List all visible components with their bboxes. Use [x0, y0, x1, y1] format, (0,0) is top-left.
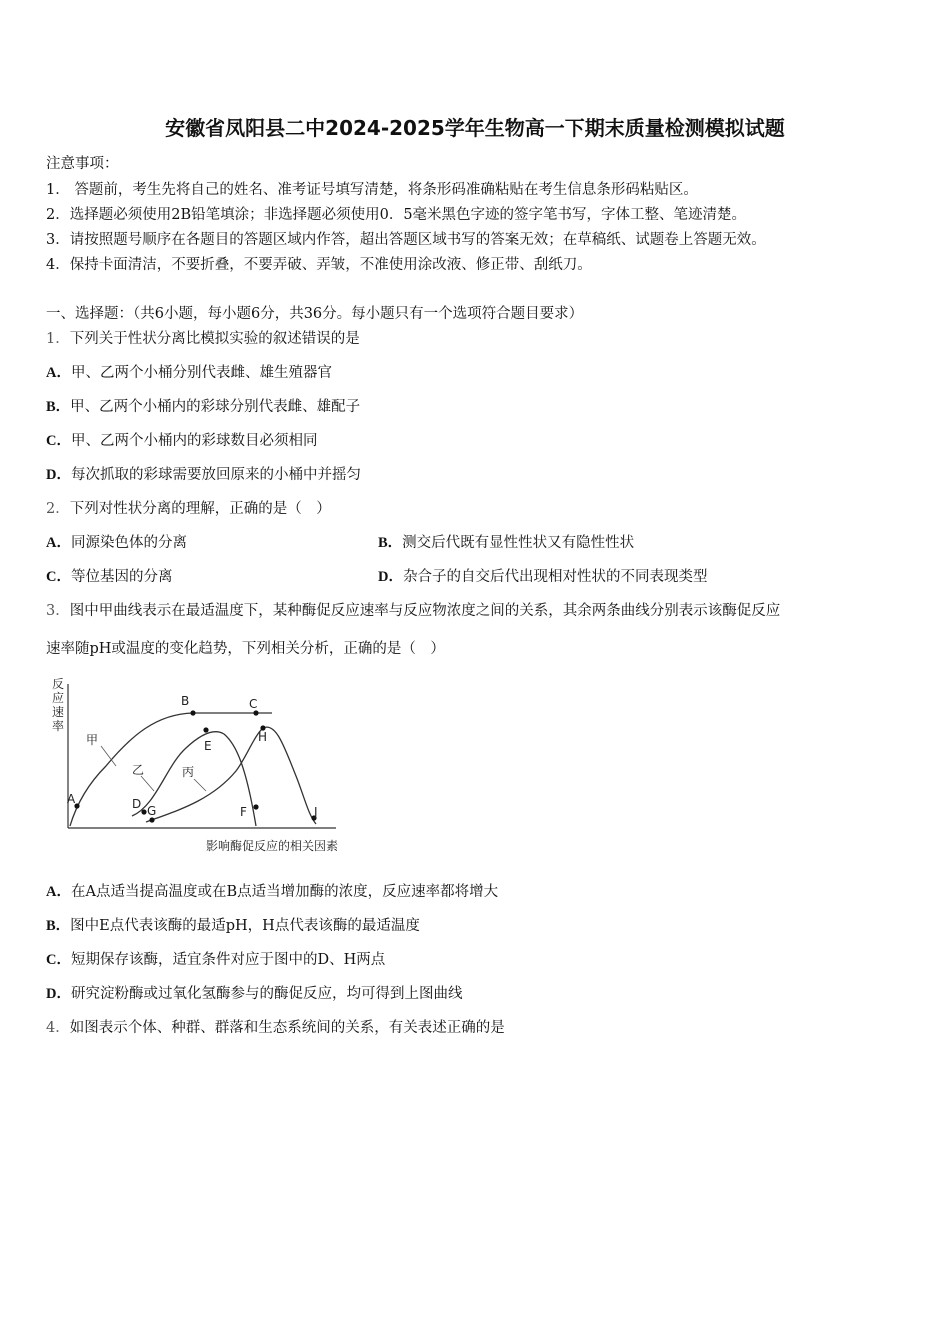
point-b	[190, 710, 195, 715]
point-label-f: F	[240, 805, 247, 819]
notice-item-4: 4．保持卡面清洁，不要折叠，不要弄破、弄皱，不准使用涂改液、修正带、刮纸刀。	[46, 257, 592, 273]
question-number: 1．	[46, 331, 70, 347]
option-label: B．	[46, 918, 71, 934]
pointer-line	[141, 776, 154, 791]
question-2-stem	[46, 497, 331, 518]
q3-option-c	[46, 948, 385, 969]
option-label: C．	[46, 569, 71, 585]
point-label-h: H	[258, 730, 268, 744]
question-text: 如图表示个体、种群、群落和生态系统间的关系，有关表述正确的是	[69, 1020, 505, 1036]
option-label: C．	[46, 433, 71, 449]
notice-item-3: 3．请按照题号顺序在各题目的答题区域内作答，超出答题区域书写的答案无效；在草稿纸、试题卷上答题无效。	[46, 232, 766, 248]
point-e	[203, 727, 208, 732]
point-label-j: J	[314, 805, 318, 819]
option-label: B．	[46, 399, 71, 415]
section-heading: 一、选择题：（共6小题，每小题6分，共36分。每小题只有一个选项符合题目要求）	[46, 306, 584, 322]
q2-option-b	[378, 531, 634, 552]
q2-option-a	[46, 531, 187, 552]
option-label: C．	[46, 952, 71, 968]
option-label: A．	[46, 535, 71, 551]
option-text: 研究淀粉酶或过氧化氢酶参与的酶促反应，均可得到上图曲线	[70, 986, 463, 1002]
point-f	[253, 804, 258, 809]
point-d	[141, 809, 146, 814]
question-text: 图中甲曲线表示在最适温度下，某种酶促反应速率与反应物浓度之间的关系，其余两条曲线分别表示该酶促反应	[69, 603, 781, 619]
question-text: 下列关于性状分离比模拟实验的叙述错误的是	[69, 331, 360, 347]
question-number: 2．	[46, 501, 70, 517]
curve-label-yi: 乙	[132, 763, 145, 777]
question-number: 4．	[46, 1020, 70, 1036]
question-text: 下列对性状分离的理解，正确的是（ ）	[69, 501, 331, 517]
y-label-char: 应	[52, 691, 65, 705]
point-label-e: E	[204, 739, 212, 753]
option-label: B．	[378, 535, 403, 551]
pointer-line	[194, 779, 206, 791]
question-1-stem	[46, 327, 360, 348]
q1-option-b	[46, 395, 360, 416]
notice-heading: 注意事项：	[46, 156, 119, 172]
notice-item-1: 1． 答题前，考生先将自己的姓名、准考证号填写清楚，将条形码准确粘贴在考生信息条形码粘贴区。	[46, 182, 698, 198]
notice-item-2: 2．选择题必须使用2B铅笔填涂；非选择题必须使用0．5毫米黑色字迹的签字笔书写，字体工整、笔迹清楚。	[46, 207, 747, 223]
option-label: D．	[46, 986, 71, 1002]
option-label: A．	[46, 365, 71, 381]
option-label: A．	[46, 884, 71, 900]
point-label-c: C	[249, 697, 258, 711]
point-g	[149, 817, 154, 822]
point-c	[253, 710, 258, 715]
option-label: D．	[46, 467, 71, 483]
y-label-char: 速	[52, 705, 65, 719]
option-text: 甲、乙两个小桶内的彩球数目必须相同	[70, 433, 318, 449]
question-number: 3．	[46, 603, 70, 619]
curve-label-bing: 丙	[182, 765, 195, 779]
question-4-stem	[46, 1016, 505, 1037]
point-label-a: A	[67, 792, 76, 806]
option-text: 每次抓取的彩球需要放回原来的小桶中并摇匀	[70, 467, 361, 483]
option-label: D．	[378, 569, 403, 585]
option-text: 测交后代既有显性性状又有隐性性状	[402, 535, 635, 551]
enzyme-rate-figure	[46, 666, 376, 858]
q1-option-c	[46, 429, 317, 450]
q1-option-a	[46, 361, 332, 382]
option-text: 短期保存该酶，适宜条件对应于图中的D、H两点	[70, 952, 386, 968]
question-3-stem-line1	[46, 599, 780, 620]
q3-option-a	[46, 880, 498, 901]
y-label-char: 率	[52, 719, 65, 733]
q2-option-c	[46, 565, 172, 586]
option-text: 甲、乙两个小桶内的彩球分别代表雌、雄配子	[70, 399, 361, 415]
curve-label-jia: 甲	[86, 733, 99, 747]
point-label-b: B	[181, 694, 190, 708]
x-axis-label: 影响酶促反应的相关因素	[206, 839, 339, 853]
point-label-d: D	[132, 797, 142, 811]
option-text: 等位基因的分离	[70, 569, 173, 585]
point-label-g: G	[147, 804, 157, 818]
option-text: 同源染色体的分离	[70, 535, 187, 551]
option-text: 甲、乙两个小桶分别代表雌、雄生殖器官	[70, 365, 332, 381]
q3-option-b	[46, 914, 420, 935]
q2-option-d	[378, 565, 707, 586]
q3-option-d	[46, 982, 462, 1003]
option-text: 杂合子的自交后代出现相对性状的不同表现类型	[402, 569, 708, 585]
y-label-char: 反	[52, 677, 65, 691]
question-3-stem-line2: 速率随pH或温度的变化趋势，下列相关分析，正确的是（ ）	[46, 641, 445, 657]
q1-option-d	[46, 463, 361, 484]
option-text: 在A点适当提高温度或在B点适当增加酶的浓度，反应速率都将增大	[70, 884, 499, 900]
option-text: 图中E点代表该酶的最适pH，H点代表该酶的最适温度	[70, 918, 420, 934]
page-title: 安徽省凤阳县二中2024-2025学年生物高一下期末质量检测模拟试题	[165, 116, 785, 140]
